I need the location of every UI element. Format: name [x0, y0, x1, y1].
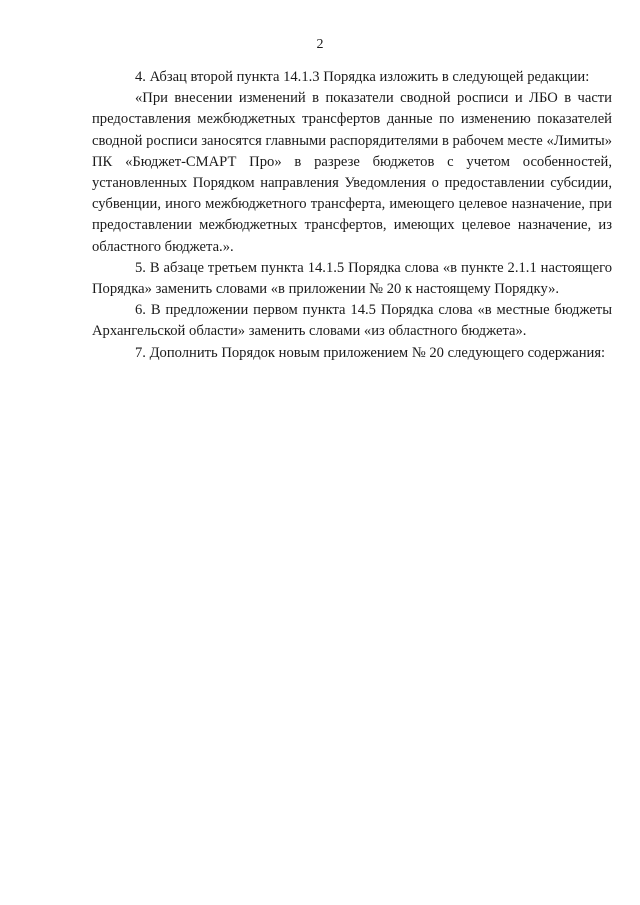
paragraph-item-5: 5. В абзаце третьем пункта 14.1.5 Порядка слова «в пункте 2.1.1 настоящего Порядка» заменить словами «в приложении № 20 к настоящему Порядку». [92, 259, 612, 298]
paragraph-quoted-text: «При внесении изменений в показатели сводной росписи и ЛБО в части предоставления межбюджетных трансфертов данные по изменению показателей сводной росписи заносятся главными распорядителями в рабочем месте «Лимиты» ПК «Бюджет-СМАРТ Про» в разрезе бюджетов с учетом особенностей, установленных Порядком направления Уведомления о предоставлении субсидии, субвенции, иного межбюджетного трансферта, имеющего целевое назначение, при предоставлении межбюджетных трансфертов, имеющих целевое назначение, из областного бюджета.». [92, 90, 612, 255]
page-number: 2 [316, 37, 324, 52]
document-body [92, 67, 612, 364]
paragraph-item-7: 7. Дополнить Порядок новым приложением № 20 следующего содержания: [135, 344, 606, 361]
paragraph-item-6: 6. В предложении первом пункта 14.5 Порядка слова «в местные бюджеты Архангельской области» заменить словами «из областного бюджета». [92, 302, 612, 340]
paragraph-item-4: 4. Абзац второй пункта 14.1.3 Порядка изложить в следующей редакции: [135, 69, 590, 85]
